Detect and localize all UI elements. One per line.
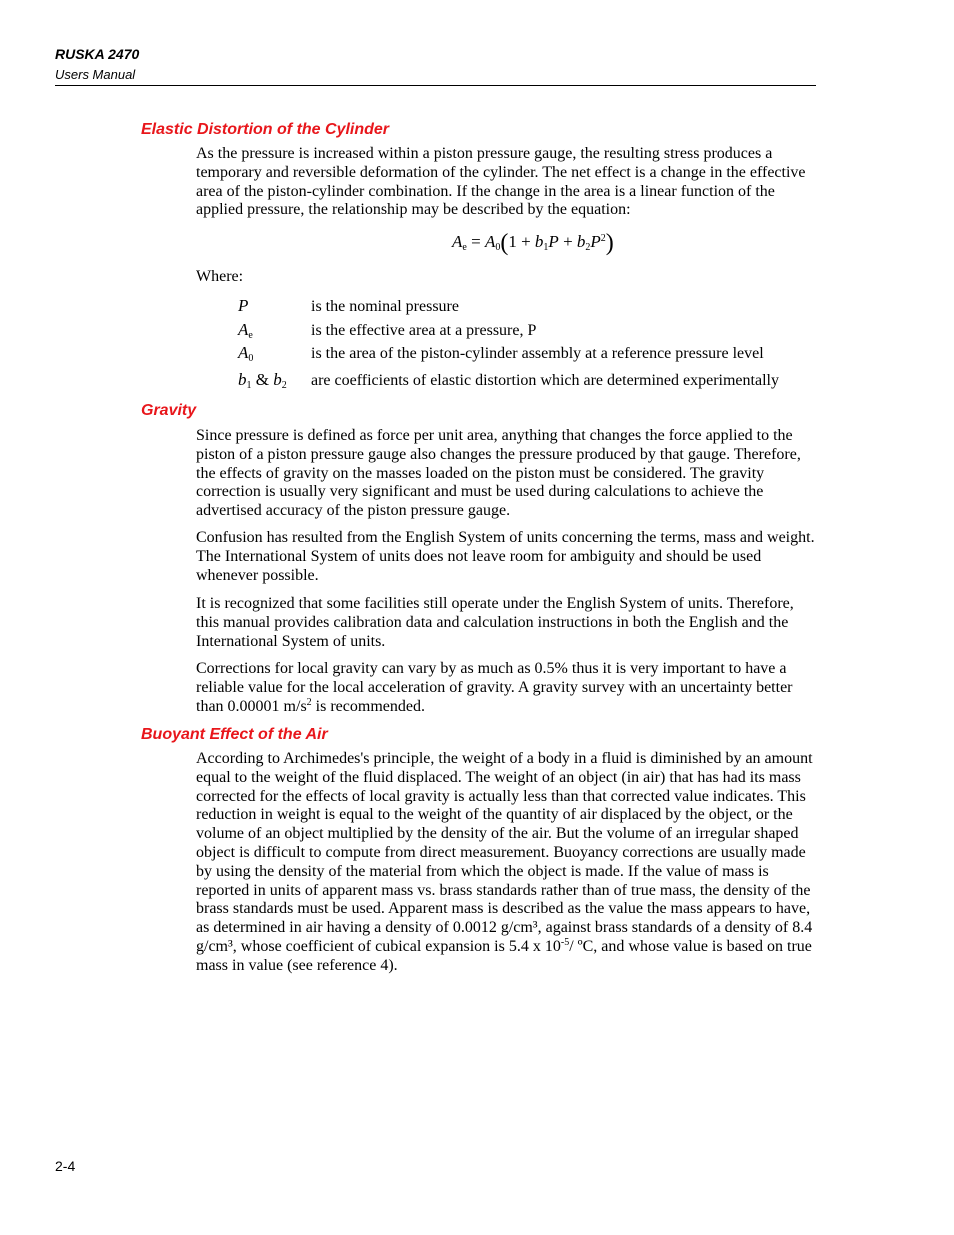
header-rule: [55, 85, 816, 86]
symbol-p: P: [238, 296, 249, 315]
heading-buoyant-effect: Buoyant Effect of the Air: [141, 726, 328, 743]
eq-p2-sup: 2: [600, 233, 606, 244]
eq-a0-sub: 0: [495, 242, 501, 253]
gravity-paragraph-1: [196, 427, 818, 521]
gravity-paragraph-3: [196, 595, 818, 651]
elastic-intro-paragraph: [196, 145, 818, 220]
eq-lhs: A: [452, 232, 463, 251]
eq-b2-sub: 2: [585, 242, 591, 253]
gravity-text-4: [196, 660, 818, 716]
eq-b2: b: [576, 232, 586, 251]
definition-symbol: [238, 370, 311, 390]
definition-row: [238, 320, 536, 340]
definition-symbol: [238, 343, 311, 363]
gravity-text-4-end: is recommended.: [311, 697, 425, 715]
definition-text: is the effective area at a pressure, P: [311, 322, 537, 339]
manual-title: RUSKA 2470: [55, 46, 140, 62]
gravity-paragraph-4: [196, 660, 818, 716]
eq-plus-2: +: [558, 232, 577, 251]
definition-symbol: [238, 296, 311, 316]
symbol-sub: 0: [248, 353, 254, 364]
definition-symbol: [238, 320, 311, 340]
gravity-text-4-main: Corrections for local gravity can vary by as much as 0.5% thus it is very important to have a reliable value for the local acceleration of gravity. A gravity survey with an uncertainty better than 0.00001 m/s: [196, 660, 793, 715]
heading-elastic-distortion: Elastic Distortion of the Cylinder: [141, 121, 390, 138]
eq-b1-sub: 1: [543, 242, 549, 253]
eq-close-paren: ): [605, 230, 614, 256]
definition-row: [238, 370, 779, 390]
page-number: 2-4: [55, 1158, 76, 1174]
gravity-text-1: Since pressure is defined as force per unit area, anything that changes the force applied to the piston of a piston pressure gauge also changes the pressure produced by that gauge. Therefore, the effects of gravity on the masses loaded on the piston must be considered. The gravity correction is usually very significant and must be used during calculations to achieve the advertised accuracy of the piston pressure gauge.: [196, 427, 801, 520]
symbol-a: A: [238, 320, 249, 339]
buoyant-text-sup: -5: [560, 936, 570, 948]
definition-text: is the nominal pressure: [311, 298, 459, 315]
buoyant-text: [196, 750, 818, 976]
symbol-a: A: [238, 343, 249, 362]
manual-subtitle: Users Manual: [55, 67, 136, 82]
symbol-b1: b: [238, 370, 247, 389]
gravity-text-3: It is recognized that some facilities still operate under the English System of units. Therefore, this manual provides calibration data and calculation instructions in both the English and the International System of units.: [196, 595, 794, 650]
definition-text: is the area of the piston-cylinder assembly at a reference pressure level: [311, 345, 764, 362]
definition-row: [238, 296, 459, 316]
effective-area-equation: [452, 230, 614, 257]
eq-open-paren: (: [500, 230, 509, 256]
eq-p2: P: [590, 232, 601, 251]
definition-text: are coefficients of elastic distortion which are determined experimentally: [311, 372, 779, 389]
buoyant-paragraph: [196, 750, 818, 976]
eq-equals: =: [466, 232, 485, 251]
buoyant-text-main: According to Archimedes's principle, the weight of a body in a fluid is diminished by an amount equal to the weight of the fluid displaced. The weight of an object (in air) that has had its mass corrected for the effects of local gravity is actually less than that corrected value indicates. This reduction in weight is equal to the weight of the quantity of air displaced by the object, or the volume of an object multiplied by the density of the air. But the volume of an irregular shaped object is difficult to compute from direct measurement. Buoyancy corrections are usually made by using the density of the material from which the object is made. If the value of mass is reported in units of apparent mass vs. brass standards rather than of true mass, the density of the brass standards must be used. Apparent mass is described as the value the mass appears to have, as determined in air having a density of 0.0012 g/cm³, against brass standards of a density of 8.4 g/cm³, whose coefficient of cubical expansion is 5.4 x 10: [196, 750, 813, 955]
where-label: Where:: [196, 268, 244, 285]
eq-a0: A: [484, 232, 496, 251]
gravity-text-2: Confusion has resulted from the English System of units concerning the terms, mass and weight. The International System of units does not leave room for ambiguity and should be used whenever possible.: [196, 529, 815, 584]
eq-one: 1: [508, 232, 517, 251]
symbol-b2: b: [273, 370, 282, 389]
gravity-text-4-sup: 2: [306, 696, 312, 708]
definition-row: [238, 343, 764, 363]
eq-plus-1: +: [516, 232, 535, 251]
eq-b1: b: [534, 232, 544, 251]
symbol-sub: 2: [281, 380, 287, 391]
eq-p1: P: [548, 232, 559, 251]
buoyant-text-end: / ºC, and whose value is based on true mass in value (see reference 4).: [196, 937, 812, 974]
gravity-paragraph-2: [196, 529, 818, 585]
symbol-ampersand: &: [251, 370, 274, 389]
eq-lhs-sub: e: [462, 242, 467, 253]
symbol-sub: 1: [246, 380, 252, 391]
elastic-intro-text: As the pressure is increased within a piston pressure gauge, the resulting stress produces a temporary and reversible deformation of the cylinder. The net effect is a change in the effective area of the piston-cylinder combination. If the change in the area is a linear function of the applied pressure, the relationship may be described by the equation:: [196, 145, 806, 219]
heading-gravity: Gravity: [141, 402, 197, 419]
symbol-sub: e: [248, 330, 253, 341]
